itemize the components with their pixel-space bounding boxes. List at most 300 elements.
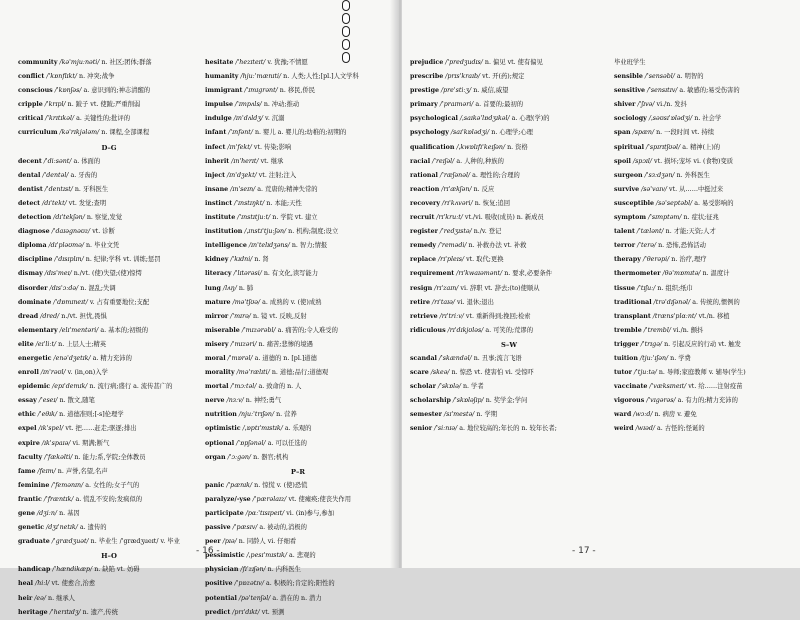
definition: vi. (in)参与,参加: [286, 510, 334, 517]
vocab-entry: [205, 169, 391, 183]
vocab-entry: [614, 408, 794, 422]
vocab-entry: [410, 141, 608, 155]
definition: a. 精神(上)的: [682, 143, 721, 151]
phonetic: /rɪ'ækʃən/: [441, 185, 472, 193]
definition: n. 上层人士;精英: [58, 340, 107, 348]
phonetic: /'dentəl/: [42, 171, 69, 179]
vocab-entry: [18, 592, 200, 606]
headword: scare: [410, 369, 429, 377]
phonetic: /'pɒzətɪv/: [234, 580, 264, 588]
definition: a. 可以任选的: [267, 439, 307, 447]
definition: v. 犹豫;不情愿: [267, 59, 308, 66]
definition: a. 潜在的 n. 潜力: [272, 594, 322, 602]
definition: n. 社区;团体;群落: [101, 59, 152, 66]
definition: vt. 传染;影响: [253, 143, 292, 151]
vocab-entry: [614, 239, 794, 253]
vocab-entry: [205, 380, 391, 394]
right-page: [402, 0, 800, 568]
definition: a. 乐观的: [284, 425, 312, 433]
phonetic: /rɪ'zaɪn/: [434, 284, 459, 292]
vocab-entry: [205, 507, 391, 521]
vocab-entry: [18, 126, 200, 140]
headword: semester: [410, 411, 442, 419]
definition: n. 症状;征兆: [683, 214, 719, 222]
phonetic: /'kɒnflɪkt/: [46, 73, 78, 81]
definition: n. 温度计: [702, 270, 730, 278]
headword: psychological: [410, 115, 458, 123]
definition: vi. 辞职 vt. 辞去;(to)使顺从: [460, 284, 540, 292]
phonetic: /ˌkwɒlɪfɪ'keɪʃən/: [456, 143, 506, 151]
phonetic: /'mɒrəl/: [227, 354, 253, 362]
headword: dismay: [18, 270, 43, 278]
phonetic: /rɪ'kruːt/: [436, 214, 463, 222]
headword: recovery: [410, 199, 440, 207]
definition: vt. 诊断: [92, 228, 115, 236]
vocab-entry: [410, 56, 608, 70]
headword: elementary: [18, 326, 58, 334]
phonetic: /nɜːv/: [226, 397, 244, 405]
headword: tissue: [614, 284, 635, 292]
definition: n. 恢复;追回: [474, 199, 511, 207]
definition: vt. 预测: [261, 608, 285, 616]
vocab-entry: [205, 324, 391, 338]
vocab-entry: [410, 282, 608, 296]
headword: physician: [205, 566, 239, 574]
phonetic: /dɪ'tekt/: [42, 199, 67, 207]
phonetic: /'hændikæp/: [52, 566, 93, 574]
headword: prescribe: [410, 73, 444, 81]
headword: mirror: [205, 312, 229, 320]
headword: moral: [205, 354, 226, 362]
headword: curriculum: [18, 129, 58, 137]
definition: n. 肺: [238, 284, 254, 292]
phonetic: /spɔɪl/: [632, 157, 653, 165]
definition: a. 积极的;肯定的;阳性的: [265, 580, 335, 588]
vocab-entry: [18, 380, 200, 394]
right-page-column-2: [614, 56, 794, 437]
vocab-entry: [205, 84, 391, 98]
headword: vigorous: [614, 397, 645, 405]
phonetic: /spæn/: [632, 129, 655, 137]
definition: n. 学费: [670, 354, 691, 362]
vocab-entry: [410, 70, 608, 84]
definition: vt. 使愈合,治愈: [51, 580, 96, 588]
headword: reaction: [410, 185, 440, 193]
headword: traditional: [614, 298, 652, 306]
phonetic: /feɪm/: [37, 467, 56, 475]
vocab-entry: [614, 169, 794, 183]
definition: a. 致命的 n. 人: [258, 383, 302, 391]
definition: n. 神经;勇气: [245, 397, 282, 405]
headword: organ: [205, 453, 226, 461]
headword: critical: [18, 115, 44, 123]
page-number-right: - 17 -: [572, 546, 596, 556]
phonetic: /'skɒləʃɪp/: [452, 397, 484, 405]
vocab-entry: [18, 479, 200, 493]
headword: energetic: [18, 354, 52, 362]
definition: vt./n. 移植: [698, 312, 730, 320]
definition: a. 人种的,种族的: [456, 157, 504, 165]
phonetic: /'spɪrɪtʃʊəl/: [646, 143, 681, 151]
vocab-entry: [410, 112, 608, 126]
phonetic: /mə'rælɪti/: [236, 369, 270, 377]
headword: sensible: [614, 73, 643, 81]
vocab-entry: [18, 155, 200, 169]
phonetic: /'siːnɪə/: [434, 425, 458, 433]
vocab-entry: [410, 296, 608, 310]
vocab-entry: [18, 282, 200, 296]
phonetic: /rɪ'dɪkjʊləs/: [447, 326, 484, 334]
vocab-entry: [205, 422, 391, 436]
phonetic: /ɪn'herɪt/: [231, 157, 259, 165]
headword: primary: [410, 101, 438, 109]
definition: vt. 把……赶走;驱逐;排出: [65, 425, 137, 433]
vocab-entry: [18, 239, 200, 253]
headword: rational: [410, 171, 438, 179]
phonetic: /'mɔːtəl/: [230, 383, 257, 391]
headword: talent: [614, 228, 635, 236]
headword: ridiculous: [410, 326, 446, 334]
headword: panic: [205, 481, 225, 489]
phonetic: /dʒiːn/: [37, 510, 58, 517]
phonetic: /kə'rɪkjələm/: [59, 129, 100, 137]
headword: span: [614, 129, 631, 137]
phonetic: /pre'stiːʒ/: [441, 87, 472, 95]
headword: fame: [18, 467, 36, 475]
vocab-entry: [18, 507, 200, 521]
headword: discipline: [18, 256, 53, 264]
headword: senior: [410, 425, 433, 433]
phonetic: /rɪ'pleɪs/: [438, 256, 465, 264]
headword: shiver: [614, 101, 636, 109]
phonetic: /'ʃɪvə/: [637, 101, 655, 109]
definition: a. 遗传的: [79, 524, 107, 532]
phonetic: /ˌsaɪkə'lɒdʒɪkəl/: [459, 115, 510, 123]
headword: symptom: [614, 214, 647, 222]
definition: a. 敏感的;易受伤害的: [679, 87, 740, 95]
headword: tutor: [614, 369, 632, 377]
phonetic: /lʌŋ/: [222, 284, 237, 292]
vocab-entry: [18, 70, 200, 84]
definition: n. 毕业生 /'grædʒueɪt/ v. 毕业: [90, 538, 180, 546]
phonetic: /hiːl/: [35, 580, 50, 588]
headword: enroll: [18, 369, 39, 377]
headword: expire: [18, 439, 40, 447]
phonetic: /dred/: [40, 312, 60, 320]
definition: a. 被动的,消极的: [259, 524, 307, 532]
definition: n. 人类;人性;[pl.]人文学科: [283, 73, 359, 81]
definition: n. 器官;机构: [253, 453, 289, 461]
headword: intelligence: [205, 242, 247, 250]
headword: remedy: [410, 242, 437, 250]
vocab-entry: [205, 70, 391, 84]
phonetic: /'ɒpʃənəl/: [236, 439, 266, 447]
vocab-entry: [614, 56, 794, 70]
vocab-entry: [205, 451, 391, 465]
definition: vi./n. 颤抖: [673, 326, 704, 334]
vocab-entry: [18, 324, 200, 338]
headword: heritage: [18, 608, 48, 616]
vocab-entry: [205, 521, 391, 535]
vocab-entry: [18, 56, 200, 70]
phonetic: /pə'tenʃəl/: [238, 594, 271, 602]
vocab-entry: [410, 98, 608, 112]
headword: ethic: [18, 411, 36, 419]
definition: n. 要求,必要条件: [504, 270, 553, 278]
section-heading: P–R: [290, 467, 306, 476]
phonetic: /ɪn'telɪdʒəns/: [248, 242, 290, 250]
phonetic: /pɪə/: [222, 538, 237, 546]
definition: n. 基因: [59, 510, 80, 517]
phonetic: /θə'mɒmɪtə/: [662, 270, 701, 278]
definition: n. 营养: [276, 411, 297, 419]
phonetic: /fɪ'zɪʃən/: [240, 566, 266, 574]
phonetic: /enə'dʒetɪk/: [53, 354, 91, 362]
phonetic: /'pæsɪv/: [232, 524, 258, 532]
headword: infect: [205, 143, 226, 151]
vocab-entry: [205, 239, 391, 253]
phonetic: /træns'plɑːnt/: [652, 312, 697, 320]
definition: n. 导师;家庭教师 v. 辅导(学生): [658, 369, 746, 377]
phonetic: /ˌsəʊsɪ'ɒlədʒi/: [648, 115, 693, 123]
headword: passive: [205, 524, 231, 532]
headword: frantic: [18, 495, 42, 503]
definition: n. 有文化,读写能力: [263, 270, 319, 278]
headword: sensitive: [614, 87, 646, 95]
vocab-entry: [18, 451, 200, 465]
headword: spiritual: [614, 143, 645, 151]
headword: morality: [205, 369, 235, 377]
definition: n. 反应: [473, 185, 495, 193]
headword: thermometer: [614, 270, 661, 278]
vocab-entry: [18, 338, 200, 352]
headword: dread: [18, 312, 39, 320]
headword: handicap: [18, 566, 51, 574]
section-heading: H–O: [101, 552, 117, 561]
definition: vt. 注射;注入: [258, 171, 297, 179]
headword: infant: [205, 129, 227, 137]
phonetic: /'sensɪtɪv/: [647, 87, 678, 95]
definition: n. 内科医生: [267, 566, 301, 574]
definition: n. 冲动;推动: [263, 101, 300, 109]
phonetic: /'trembl/: [643, 326, 671, 334]
headword: disorder: [18, 284, 48, 292]
phonetic: /'ɪnstɪŋkt/: [234, 199, 265, 207]
definition: n. 移民,侨民: [279, 87, 316, 95]
definition: n./v. 登记: [473, 228, 502, 236]
definition: vi./n. 发抖: [656, 101, 687, 109]
headword: cripple: [18, 101, 43, 109]
headword: diagnose: [18, 228, 50, 236]
phonetic: /'skændəl/: [438, 354, 472, 362]
vocab-entry: [614, 141, 794, 155]
headword: optional: [205, 439, 235, 447]
phonetic: /'trɪgə/: [640, 340, 663, 348]
vocab-entry: [614, 394, 794, 408]
headword: gene: [18, 510, 35, 517]
vocab-entry: [614, 211, 794, 225]
definition: n. 病房 v. 避免: [654, 411, 697, 419]
headword: surgeon: [614, 171, 643, 179]
definition: n. 继承人: [48, 594, 75, 602]
definition: n. 补救办法 vt. 补救: [468, 242, 527, 250]
phonetic: /'diːsənt/: [43, 157, 72, 165]
headword: conscious: [18, 87, 53, 95]
definition: n. 组织;纸巾: [657, 284, 693, 292]
definition: n. 恐怖,恐怖活动: [658, 242, 706, 250]
phonetic: /'fræntɪk/: [43, 495, 74, 503]
phonetic: /'pænɪk/: [226, 481, 253, 489]
phonetic: /'tælənt/: [636, 228, 664, 236]
phonetic: /ɪn'dʒekt/: [227, 171, 257, 179]
vocab-entry: [205, 549, 391, 563]
right-page-column-1: [410, 56, 608, 437]
definition: n. 治疗,理疗: [671, 256, 707, 264]
phonetic: /ɪk'spel/: [38, 425, 64, 433]
headword: replace: [410, 256, 437, 264]
definition: vt. 开(药);规定: [482, 73, 525, 81]
vocab-entry: [205, 197, 391, 211]
definition: n. 散文,随笔: [59, 397, 95, 405]
vocab-entry: [205, 225, 391, 239]
definition: v. 沉溺: [265, 115, 285, 123]
headword: spoil: [614, 157, 631, 165]
vocab-entry: [614, 296, 794, 310]
section-heading: D–G: [101, 143, 117, 152]
headword: inherit: [205, 157, 230, 165]
vocab-entry: [614, 253, 794, 267]
vocab-entry: [614, 70, 794, 84]
definition: n. 婴儿 a. 婴儿的;幼稚的;初期的: [254, 129, 347, 137]
headword: retire: [410, 298, 430, 306]
phonetic: /'kɪdni/: [230, 256, 253, 264]
definition: n. 丑事;流言飞语: [473, 354, 522, 362]
phonetic: /'ɪmpʌls/: [235, 101, 262, 109]
definition: a. 基本的;初级的: [100, 326, 149, 334]
phonetic: /'θerəpi/: [642, 256, 670, 264]
phonetic: /ˌɒptɪ'mɪstɪk/: [242, 425, 283, 433]
definition: n. 才能;天资;人才: [665, 228, 716, 236]
definition: a. 精力充沛的: [92, 354, 132, 362]
vocab-entry: [614, 155, 794, 169]
definition: vt. 继承: [260, 157, 284, 165]
headword: susceptible: [614, 199, 655, 207]
definition: a. 痛苦的;令人难受的: [277, 326, 338, 334]
phonetic: /ɪn'fekt/: [227, 143, 252, 151]
definition: a. 体面的: [73, 157, 101, 165]
phonetic: /skeə/: [430, 369, 450, 377]
definition: n. 道德准则;[-s]伦理学: [59, 411, 124, 419]
vocab-entry: [205, 296, 391, 310]
definition: n. 纪律;学科 vt. 训练;惩罚: [85, 256, 161, 264]
vocab-entry: [205, 211, 391, 225]
definition: n. 本能;天性: [266, 199, 302, 207]
vocab-entry: [18, 169, 200, 183]
phonetic: /ɪn'seɪn/: [230, 185, 256, 193]
headword: scholar: [410, 383, 436, 391]
vocab-entry: [205, 479, 391, 493]
vocab-entry: [410, 394, 608, 408]
phonetic: /ˌpesɪ'mɪstɪk/: [246, 552, 287, 560]
definition: n. 智力;情报: [291, 242, 328, 250]
vocab-entry: [18, 563, 200, 577]
vocab-entry: [205, 394, 391, 408]
vocab-entry: [410, 126, 608, 140]
headword: faculty: [18, 453, 43, 461]
phonetic: /eɪ'liːt/: [35, 340, 57, 348]
headword: indulge: [205, 115, 232, 123]
phonetic: /wɪəd/: [635, 425, 655, 433]
vocab-entry: [614, 112, 794, 126]
vocab-entry: [614, 84, 794, 98]
vocab-entry: [205, 563, 391, 577]
vocab-entry: [18, 253, 200, 267]
definition: a. 成熟的 v. (使)成熟: [262, 298, 322, 306]
definition: a. 易受影响的: [694, 199, 734, 207]
phonetic: /'mɪzərəbl/: [241, 326, 276, 334]
phonetic: /'predʒudɪs/: [445, 59, 483, 66]
vocab-entry: [18, 535, 200, 549]
headword: prestige: [410, 87, 439, 95]
definition: n. 声誉,名望,名声: [57, 467, 108, 475]
headword: weird: [614, 425, 634, 433]
phonetic: /'eθɪk/: [37, 411, 58, 419]
definition: n. 偏见 vt. 使有偏见: [484, 59, 543, 66]
definition: n. 缺陷 vt. 妨碍: [94, 566, 140, 574]
phonetic: /mə'tʃʊə/: [232, 298, 261, 306]
vocab-entry: [410, 366, 608, 380]
headword: genetic: [18, 524, 45, 532]
definition: a. 首要的;最初的: [475, 101, 524, 109]
definition: n. 惊恐 vt. 使害怕 vi. 受惊吓: [451, 369, 534, 377]
headword: heal: [18, 580, 34, 588]
vocab-entry: [18, 577, 200, 591]
definition: vt. 从……中挺过来: [669, 185, 724, 193]
vocab-entry: [18, 394, 200, 408]
definition: vt. 重新得到;挽回;检索: [465, 312, 531, 320]
phonetic: /rɪ'triːv/: [439, 312, 464, 320]
headword: predict: [205, 608, 231, 616]
headword: impulse: [205, 101, 233, 109]
vocab-entry: [205, 592, 391, 606]
definition: n. 跛子 vt. 使跛;严重削弱: [67, 101, 141, 109]
vocab-entry: [410, 408, 608, 422]
vocab-entry: [18, 296, 200, 310]
headword: peer: [205, 538, 221, 546]
vocab-entry: [18, 606, 200, 620]
phonetic: /'hezɪteɪt/: [235, 59, 266, 66]
vocab-entry: [614, 352, 794, 366]
vocab-entry: [614, 324, 794, 338]
definition: n. 痛苦;悲惨的境遇: [258, 340, 313, 348]
phonetic: /hjuː'mænɪti/: [240, 73, 282, 81]
vocab-entry: [18, 352, 200, 366]
phonetic: /'reɪʃəl/: [432, 157, 455, 165]
definition: vt./vi. 吸收(成员) n. 新成员: [464, 214, 544, 222]
phonetic: /'ɔːgən/: [227, 453, 252, 461]
vocab-entry: [18, 465, 200, 479]
definition: a. 意识到的;神志清醒的: [83, 87, 151, 95]
headword: prejudice: [410, 59, 444, 66]
headword: kidney: [205, 256, 229, 264]
headword: terror: [614, 242, 636, 250]
definition: a. 关键性的;批评的: [76, 115, 131, 123]
phonetic: /tjuː'ɪʃən/: [639, 354, 669, 362]
definition: n./vt. (使)失望;(使)惊愕: [73, 270, 142, 278]
headword: decent: [18, 157, 42, 165]
vocab-entry: [18, 98, 200, 112]
definition: n./vt. 担忧,畏惧: [61, 312, 107, 320]
